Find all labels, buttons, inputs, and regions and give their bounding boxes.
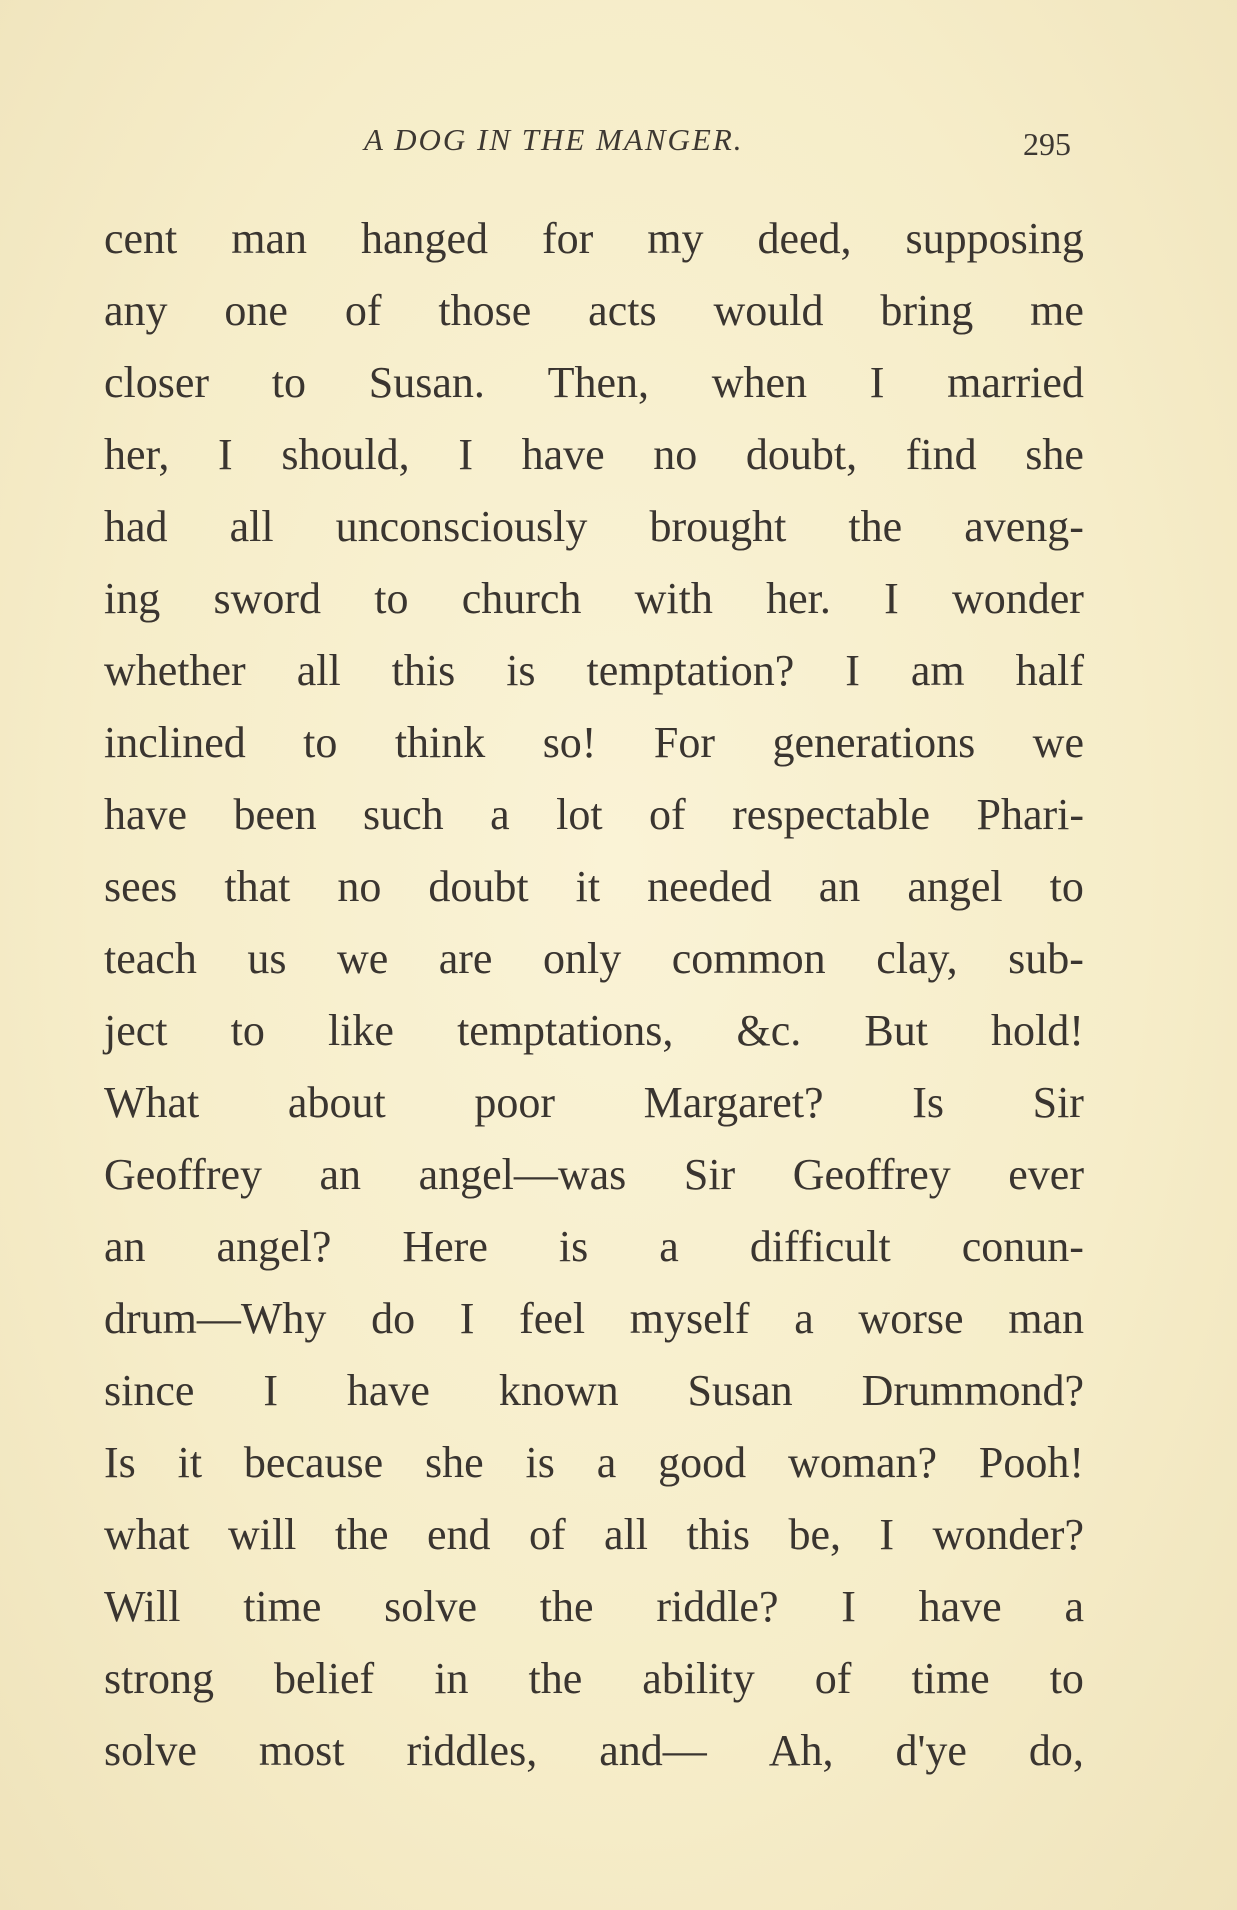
word: aveng- xyxy=(964,502,1084,551)
word: have xyxy=(104,790,188,839)
word: conun- xyxy=(961,1222,1084,1271)
word: us xyxy=(247,934,287,983)
word: sword xyxy=(213,574,322,623)
word: Here xyxy=(402,1222,488,1271)
word: solve xyxy=(104,1726,197,1775)
word: good xyxy=(658,1438,747,1487)
word: all xyxy=(229,502,274,551)
word: Susan xyxy=(687,1366,793,1415)
word: what xyxy=(104,1510,190,1559)
word: But xyxy=(864,1006,928,1055)
word: an xyxy=(818,862,861,911)
text-line xyxy=(104,995,1084,1067)
word: should, xyxy=(281,430,410,479)
word: a xyxy=(659,1222,679,1271)
word: needed xyxy=(647,862,772,911)
word: belief xyxy=(274,1654,375,1703)
word: sees xyxy=(104,862,178,911)
word: riddles, xyxy=(406,1726,538,1775)
word: ever xyxy=(1008,1150,1084,1199)
word: of xyxy=(814,1654,852,1703)
word: ability xyxy=(642,1654,755,1703)
word: myself xyxy=(629,1294,750,1343)
word: she xyxy=(1025,430,1084,479)
word: I xyxy=(263,1366,278,1415)
word: have xyxy=(346,1366,430,1415)
word: have xyxy=(521,430,605,479)
word: the xyxy=(848,502,903,551)
word: am xyxy=(910,646,965,695)
word: feel xyxy=(519,1294,586,1343)
word: &c. xyxy=(736,1006,802,1055)
word: a xyxy=(794,1294,814,1343)
word: in xyxy=(434,1654,469,1703)
word: with xyxy=(634,574,713,623)
word: to xyxy=(1049,1654,1084,1703)
word: I xyxy=(841,1582,856,1631)
word: Will xyxy=(104,1582,181,1631)
text-line xyxy=(104,1067,1084,1139)
word: worse xyxy=(858,1294,964,1343)
word: find xyxy=(905,430,977,479)
word: for xyxy=(541,214,594,263)
word: we xyxy=(1032,718,1084,767)
word: cent xyxy=(104,214,178,263)
word: an xyxy=(104,1222,146,1271)
word: ing xyxy=(104,574,161,623)
word: will xyxy=(227,1510,297,1559)
word: temptation? xyxy=(586,646,795,695)
word: Is xyxy=(912,1078,944,1127)
word: because xyxy=(243,1438,384,1487)
word: clay, xyxy=(876,934,958,983)
word: is xyxy=(506,646,536,695)
word: strong xyxy=(104,1654,214,1703)
word: poor xyxy=(474,1078,555,1127)
word: Sir xyxy=(683,1150,736,1199)
word: supposing xyxy=(905,214,1084,263)
word: half xyxy=(1015,646,1084,695)
word: Pooh! xyxy=(978,1438,1084,1487)
word: generations xyxy=(772,718,976,767)
text-line xyxy=(104,1715,1084,1787)
text-line xyxy=(104,347,1084,419)
word: do xyxy=(371,1294,416,1343)
word: the xyxy=(539,1582,594,1631)
word: had xyxy=(104,502,168,551)
word: to xyxy=(303,718,338,767)
word: that xyxy=(224,862,291,911)
word: and— xyxy=(599,1726,707,1775)
word: the xyxy=(334,1510,389,1559)
word: deed, xyxy=(757,214,852,263)
text-line xyxy=(104,563,1084,635)
text-line xyxy=(104,779,1084,851)
word: Is xyxy=(104,1438,136,1487)
word: so! xyxy=(542,718,597,767)
text-line xyxy=(104,419,1084,491)
word: it xyxy=(177,1438,203,1487)
word: church xyxy=(461,574,582,623)
body-text xyxy=(104,203,1084,1787)
word: she xyxy=(425,1438,484,1487)
word: ject xyxy=(104,1006,168,1055)
word: married xyxy=(947,358,1084,407)
text-line xyxy=(104,707,1084,779)
word: woman? xyxy=(787,1438,937,1487)
word: doubt, xyxy=(745,430,858,479)
text-line xyxy=(104,1499,1084,1571)
running-title: A DOG IN THE MANGER. xyxy=(364,122,744,157)
word: hanged xyxy=(360,214,489,263)
word: Geoffrey xyxy=(104,1150,262,1199)
word: brought xyxy=(649,502,787,551)
word: I xyxy=(459,1294,475,1343)
word: I xyxy=(869,358,885,407)
word: closer xyxy=(104,358,210,407)
word: her. xyxy=(766,574,831,623)
word: Sir xyxy=(1032,1078,1084,1127)
word: her, xyxy=(104,430,170,479)
word: Ah, xyxy=(768,1726,834,1775)
text-line xyxy=(104,275,1084,347)
word: whether xyxy=(104,646,246,695)
word: would xyxy=(713,286,824,335)
word: man xyxy=(1008,1294,1084,1343)
word: Geoffrey xyxy=(792,1150,951,1199)
word: unconsciously xyxy=(335,502,588,551)
word: I xyxy=(458,430,473,479)
word: end xyxy=(427,1510,491,1559)
word: to xyxy=(1049,862,1084,911)
word: riddle? xyxy=(656,1582,779,1631)
word: lot xyxy=(556,790,603,839)
word: no xyxy=(337,862,382,911)
word: angel xyxy=(907,862,1003,911)
word: a xyxy=(596,1438,617,1487)
word: What xyxy=(104,1078,200,1127)
word: are xyxy=(438,934,493,983)
word: difficult xyxy=(749,1222,891,1271)
text-line xyxy=(104,1139,1084,1211)
text-line xyxy=(104,1211,1084,1283)
word: hold! xyxy=(991,1006,1084,1055)
word: I xyxy=(218,430,233,479)
text-line xyxy=(104,851,1084,923)
word: all xyxy=(604,1510,649,1559)
text-line xyxy=(104,1283,1084,1355)
word: most xyxy=(258,1726,345,1775)
word: a xyxy=(490,790,510,839)
word: sub- xyxy=(1008,934,1084,983)
word: wonder xyxy=(951,574,1084,623)
word: I xyxy=(884,574,899,623)
word: an xyxy=(319,1150,362,1199)
word: when xyxy=(711,358,808,407)
word: doubt xyxy=(428,862,529,911)
word: angel—was xyxy=(418,1150,627,1199)
word: be, xyxy=(788,1510,841,1559)
word: of xyxy=(649,790,686,839)
word: Margaret? xyxy=(643,1078,824,1127)
word: I xyxy=(845,646,860,695)
text-line xyxy=(104,1427,1084,1499)
word: known xyxy=(498,1366,619,1415)
text-line xyxy=(104,491,1084,563)
word: this xyxy=(686,1510,751,1559)
text-line xyxy=(104,203,1084,275)
word: my xyxy=(647,214,704,263)
word: For xyxy=(653,718,716,767)
word: I xyxy=(879,1510,895,1559)
word: the xyxy=(528,1654,583,1703)
word: this xyxy=(391,646,456,695)
text-line xyxy=(104,635,1084,707)
word: to xyxy=(271,358,307,407)
word: angel? xyxy=(216,1222,332,1271)
word: common xyxy=(671,934,826,983)
word: like xyxy=(327,1006,394,1055)
word: it xyxy=(575,862,601,911)
word: to xyxy=(230,1006,265,1055)
word: do, xyxy=(1028,1726,1084,1775)
text-line xyxy=(104,923,1084,995)
word: all xyxy=(296,646,341,695)
word: one xyxy=(224,286,288,335)
word: wonder? xyxy=(932,1510,1084,1559)
word: acts xyxy=(588,286,657,335)
word: teach xyxy=(104,934,197,983)
word: Phari- xyxy=(976,790,1084,839)
word: man xyxy=(231,214,308,263)
text-line xyxy=(104,1643,1084,1715)
word: since xyxy=(104,1366,195,1415)
word: Drummond? xyxy=(861,1366,1084,1415)
word: a xyxy=(1064,1582,1084,1631)
word: think xyxy=(394,718,486,767)
word: of xyxy=(344,286,382,335)
word: me xyxy=(1030,286,1084,335)
word: drum—Why xyxy=(104,1294,327,1343)
word: only xyxy=(542,934,622,983)
word: is xyxy=(558,1222,589,1271)
word: have xyxy=(918,1582,1002,1631)
word: temptations, xyxy=(457,1006,674,1055)
word: no xyxy=(653,430,698,479)
word: of xyxy=(528,1510,566,1559)
text-line xyxy=(104,1355,1084,1427)
word: time xyxy=(243,1582,322,1631)
word: inclined xyxy=(104,718,246,767)
word: bring xyxy=(880,286,974,335)
text-line xyxy=(104,1571,1084,1643)
page-number: 295 xyxy=(1023,126,1071,162)
word: Susan. xyxy=(368,358,485,407)
word: Then, xyxy=(547,358,649,407)
word: any xyxy=(104,286,168,335)
word: been xyxy=(233,790,317,839)
word: those xyxy=(438,286,532,335)
word: to xyxy=(374,574,409,623)
word: respectable xyxy=(732,790,931,839)
word: solve xyxy=(384,1582,478,1631)
word: about xyxy=(287,1078,386,1127)
word: such xyxy=(363,790,444,839)
word: d'ye xyxy=(895,1726,967,1775)
word: time xyxy=(911,1654,990,1703)
word: we xyxy=(336,934,389,983)
page-header xyxy=(0,122,1237,162)
word: is xyxy=(525,1438,555,1487)
